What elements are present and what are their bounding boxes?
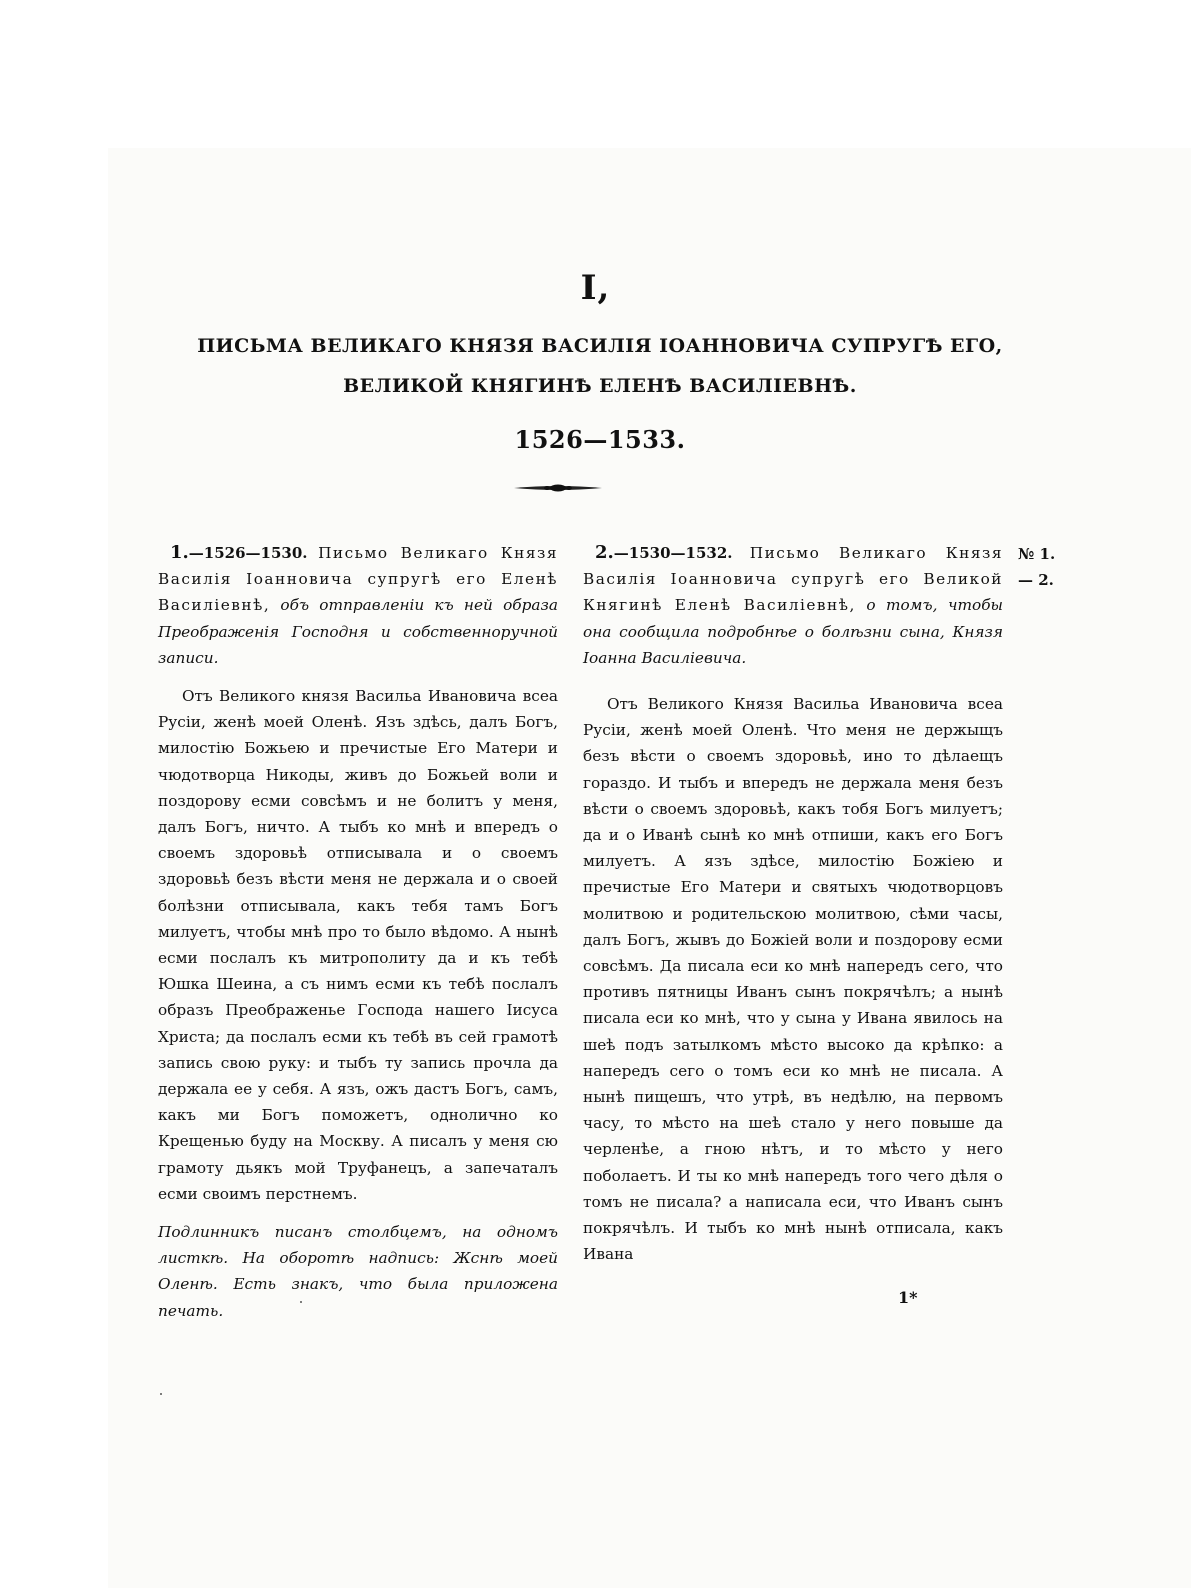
letter-2-body: Отъ Великого Князя Васильа Ивановича всеа Русіи, женѣ моей Оленѣ. Что меня не держыщъ безъ вѣсти о своемъ здоровьѣ, ино то дѣлаещъ гораздо. И тыбъ и впередъ не держала меня безъ вѣсти о своемъ здоровьѣ, какъ тобя Богъ милуетъ; да и о Иванѣ сынѣ ко мнѣ отпиши, какъ его Богъ милуетъ. А язъ здѣсе, милостію Божіею и пречистые Его Матери и святыхъ чюдотворцовъ молитвою и родительскою молитвою, сѣми часы, далъ Богъ, жывъ до Божіей воли и поздорову есми совсѣмъ. Да писала еси ко мнѣ напередъ сего, что противъ пятницы Иванъ сынъ покрячѣлъ; а нынѣ писала еси ко мнѣ, что у сына у Ивана явилось на шеѣ подъ затылкомъ мѣсто высоко да крѣпко: а напередъ сего о томъ еси ко мнѣ не писала. А нынѣ пищешъ, что утрѣ, въ недѣлю, на первомъ часу, то мѣсто на шеѣ стало у него повыше да черленѣе, а гною нѣтъ, и то мѣсто у него поболаетъ. И ты ко мнѣ напередъ того чего дѣля о томъ не писала? а написала еси, что Иванъ сынъ покрячѣлъ. И тыбъ ко мнѣ нынѣ отписала, какъ Ивана	[583, 695, 1003, 1264]
chapter-title-line1: ПИСЬМА ВЕЛИКАГО КНЯЗЯ ВАСИЛІЯ ІОАННОВИЧА СУПРУГѢ ЕГО,	[197, 335, 1003, 357]
letter-1-number: 1.	[170, 542, 189, 563]
chapter-years: 1526—1533.	[514, 425, 686, 454]
signature-mark: 1*	[898, 1288, 918, 1307]
letter-1-summary: объ отправленіи къ ней образа Преображенія Господня и собственноручной записи.	[158, 596, 558, 667]
margin-note-line1: № 1.	[1018, 545, 1056, 563]
scan-speck	[160, 1393, 162, 1395]
letter-1-note: Подлинникъ писанъ столбцемъ, на одномъ листкѣ. На оборотѣ надпись: Жснѣ моей Оленѣ. Есть знакъ, что была приложена печать.	[158, 1223, 558, 1320]
ornament-divider-icon	[512, 482, 604, 494]
letter-1-column	[158, 540, 558, 1324]
letter-1-body: Отъ Великого князя Васильа Ивановича всеа Русіи, женѣ моей Оленѣ. Язъ здѣсь, далъ Богъ, милостію Божьею и пречистые Его Матери и чюдотворца Никоды, живъ до Божьей воли и поздорову есми совсѣмъ и не болитъ у меня, далъ Богъ, ничто. А тыбъ ко мнѣ и впередъ о своемъ здоровьѣ отписывала и о своемъ здоровьѣ безъ вѣсти меня не держала и о своей болѣзни отписывала, какъ тебя тамъ Богъ милуетъ, чтобы мнѣ про то было вѣдомо. А нынѣ есми послалъ къ митрополиту да и къ тебѣ Юшка Шеина, а съ нимъ есми къ тебѣ послалъ образъ Преображенье Господа нашего Іисуса Христа; да послалъ есми къ тебѣ въ сей грамотѣ запись свою руку: и тыбъ ту запись прочла да держала ее у себя. А язъ, ожъ дастъ Богъ, самъ, какъ ми Богъ поможетъ, однолично ко Крещенью буду на Москву. А писалъ у меня сю грамоту дьякъ мой Труфанецъ, а запечаталъ есми своимъ перстнемъ.	[158, 687, 558, 1203]
letter-1-title: Письмо Великаго Князя Василія Іоанновича супругѣ его Еленѣ Василіевнѣ,	[158, 544, 558, 615]
margin-note	[1018, 541, 1078, 593]
scan-speck	[300, 1301, 302, 1303]
margin-note-line2: — 2.	[1018, 571, 1054, 589]
letter-1-heading	[158, 540, 558, 671]
letter-2-heading	[583, 540, 1003, 671]
letter-2-summary: о томъ, чтобы она сообщила подробнѣе о болѣзни сына, Князя Іоанна Василіевича.	[583, 596, 1003, 667]
chapter-title-line2: ВЕЛИКОЙ КНЯГИНѢ ЕЛЕНѢ ВАСИЛІЕВНѢ.	[343, 375, 857, 397]
letter-2-column	[583, 540, 1003, 1267]
letter-2-dates: —1530—1532.	[613, 544, 733, 562]
chapter-number: I,	[580, 268, 611, 308]
letter-2-title: Письмо Великаго Князя Василія Іоанновича супругѣ его Великой Княгинѣ Еленѣ Василіевнѣ,	[583, 544, 1003, 615]
letter-2-number: 2.	[595, 542, 614, 563]
letter-1-dates: —1526—1530.	[188, 544, 308, 562]
